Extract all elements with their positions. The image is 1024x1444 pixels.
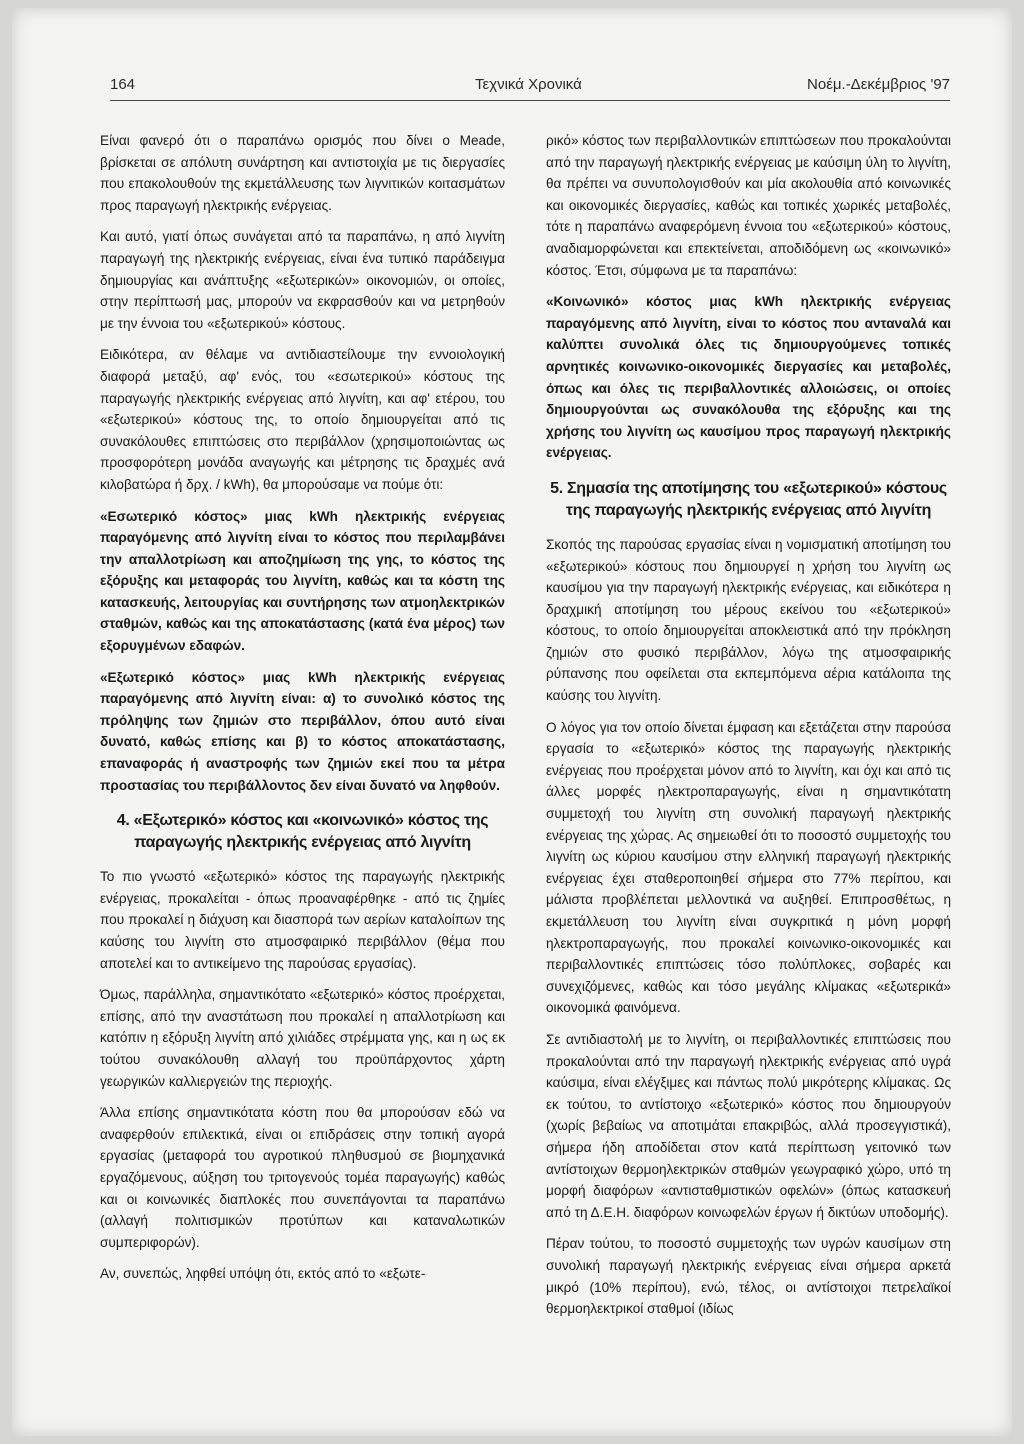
issue-date: Νοέμ.-Δεκέμβριος '97 xyxy=(807,76,950,93)
paragraph: Άλλα επίσης σημαντικότατα κόστη που θα μπορούσαν εδώ να αναφερθούν επιλεκτικά, είναι οι επιδράσεις στην τοπική αγορά εργασίας (μεταφορά του αγροτικού πληθυσμού σε βιομηχανικά εργαζόμενους, αύξηση του τριτογενούς τομέα παραγωγής) καθώς και οι κοινωνικές διαπλοκές που συνεπάγονται τα παραπάνω (αλλαγή πολιτισμικών προτύπων και καταναλωτικών συμπεριφορών). xyxy=(100,1105,505,1250)
paragraph: Το πιο γνωστό «εξωτερικό» κόστος της παραγωγής ηλεκτρικής ενέργειας, προκαλείται - όπως προαναφέρθηκε - από τις ζημίες που προκαλεί η διάχυση και διασπορά των αερίων καταλοίπων της καύσης του λιγνίτη στο ατμοσφαιρικό περιβάλλον (θέμα που αποτελεί και το αντικείμενο της παρούσας εργασίας). xyxy=(100,869,505,971)
paragraph: Αν, συνεπώς, ληφθεί υπόψη ότι, εκτός από το «εξωτε- xyxy=(100,1266,426,1282)
paragraph: Και αυτό, γιατί όπως συνάγεται από τα παραπάνω, η από λιγνίτη παραγωγή της ηλεκτρικής ενέργειας, είναι ένα τυπικό παράδειγμα δημιουργίας και ανάπτυξης «εξωτερικών» οικονομιών, οι οποίες, στην περίπτωσή μας, μπορούν να εκφρασθούν και να μετρηθούν με την έννοια του «εξωτερικού» κόστους. xyxy=(100,229,505,331)
definition-internal-cost: «Εσωτερικό κόστος» μιας kWh ηλεκτρικής ενέργειας παραγόμενης από λιγνίτη είναι το κόστος που περιλαμβάνει την απαλλοτρίωση και αποζημίωση της γης, το κόστος της εξόρυξης και μεταφοράς του λιγνίτη, καθώς και τα κόστη της κατασκευής, λειτουργίας και συντήρησης των ατμοηλεκτρικών σταθμών, καθώς και της αποκατάστασης (κατά ένα μέρος) των εξορυγμένων εδαφών. xyxy=(100,508,505,654)
header-rule xyxy=(110,100,950,101)
paragraph: Σκοπός της παρούσας εργασίας είναι η νομισματική αποτίμηση του «εξωτερικού» κόστους που δημιουργεί η χρήση του λιγνίτη ως καυσίμου για την παραγωγή ηλεκτρικής ενέργειας, και ειδικότερα η δραχμική αποτίμηση του μέρους εκείνου του «εξωτερικού» κόστους, το οποίο δημιουργείται αποκλειστικά από την πρόκληση ζημιών στο φυσικό περιβάλλον, λόγω της ατμοσφαιρικής ρύπανσης που οφείλεται στα εκπεμπόμενα αέρια κατάλοιπα της καύσης του λιγνίτη. xyxy=(546,536,951,704)
paragraph: Πέραν τούτου, το ποσοστό συμμετοχής των υγρών καυσίμων στη συνολική παραγωγή ηλεκτρικής ενέργειας είναι σήμερα αρκετά μικρό (10% περίπου), ενώ, τέλος, οι αντίστοιχοι πετρελαϊκοί θερμοηλεκτρικοί σταθμοί (ιδίως xyxy=(546,1236,951,1317)
definition-social-cost: «Κοινωνικό» κόστος μιας kWh ηλεκτρικής ενέργειας παραγόμενης από λιγνίτη, είναι το κόστος που ανταναλά και καλύπτει συνολικά όλες τις δημιουργούμενες τοπικές αρνητικές κοινωνικο-οικονομικές διεργασίες και μεταβολές, όπως και όλες τις περιβαλλοντικές αλλοιώσεις, οι οποίες δημιουργούνται ως συνακόλουθα της εξόρυξης και της χρήσης του λιγνίτη ως καυσίμου προς παραγωγή ηλεκτρικής ενέργειας. xyxy=(546,294,951,461)
page-header xyxy=(110,68,950,104)
page-number: 164 xyxy=(110,76,136,93)
paragraph: Σε αντιδιαστολή με το λιγνίτη, οι περιβαλλοντικές επιπτώσεις που προκαλούνται από την παραγωγή ηλεκτρικής ενέργειας από υγρά καύσιμα, είναι ελέγξιμες και πάντως πολύ μικρότερης κλίμακας. Ως εκ τούτου, το αντίστοιχο «εξωτερικό» κόστος που δημιουργούν (χωρίς βεβαίως να αποτιμάται επακριβώς, αλλά προσεγγιστικά), σήμερα ήδη αποδίδεται στον κατά περίπτωση γειτονικό των αντίστοιχων θερμοηλεκτρικών σταθμών γεωγραφικό χώρο, υπό τη μορφή διαφόρων «αντισταθμιστικών οφελών» (όπως κατασκευή από τη Δ.Ε.Η. διαφόρων κοινωφελών έργων ή δικτύων υποδομής). xyxy=(546,1031,951,1220)
section-heading-4: 4. «Εξωτερικό» κόστος και «κοινωνικό» κόστος της παραγωγής ηλεκτρικής ενέργειας από λιγνίτη xyxy=(116,812,489,852)
scanned-page xyxy=(12,8,1012,1436)
paragraph: ρικό» κόστος των περιβαλλοντικών επιπτώσεων που προκαλούνται από την παραγωγή ηλεκτρικής ενέργειας με καύσιμη ύλη το λιγνίτη, θα πρέπει να συνυπολογισθούν και μία ακολουθία από κοινωνικές και οικονομικές διεργασίες, καθώς και τοπικές χωρικές μεταβολές, τότε η παραπάνω αναφερόμενη έννοια του «εξωτερικού» κόστους, αναδιαμορφώνεται και επεκτείνεται, αποδιδόμενη ως «κοινωνικό» κόστος. Έτσι, σύμφωνα με τα παραπάνω: xyxy=(546,133,951,278)
right-column xyxy=(546,130,951,1320)
paragraph: Ειδικότερα, αν θέλαμε να αντιδιαστείλουμε την εννοιολογική διαφορά μεταξύ, αφ' ενός, του «εσωτερικού» κόστους της παραγωγής ηλεκτρικής ενέργειας από λιγνίτη, και αφ' ετέρου, του «εξωτερικού» κόστους της, το οποίο δημιουργείται από τις συνακόλουθες επιπτώσεις στο περιβάλλον (χρησιμοποιώντας ως προσφορότερη μονάδα αναγωγής και μέτρησης τις δραχμές ανά κιλοβατώρα ή δρχ. / kWh), θα μπορούσαμε να πούμε ότι: xyxy=(100,347,505,492)
paragraph: Όμως, παράλληλα, σημαντικότατο «εξωτερικό» κόστος προέρχεται, επίσης, από την αναστάτωση που προκαλεί η απαλλοτρίωση και κατόπιν η εξόρυξη λιγνίτη από χιλιάδες στρέμματα γης, και η ως εκ τούτου συνακόλουθη αλλαγή του προϋπάρχοντος χάρτη γεωργικών καλλιεργειών της περιοχής. xyxy=(100,987,505,1089)
left-column xyxy=(100,130,505,1285)
section-heading-5: 5. Σημασία της αποτίμησης του «εξωτερικού» κόστους της παραγωγής ηλεκτρικής ενέργειας από λιγνίτη xyxy=(550,479,947,519)
paragraph: Είναι φανερό ότι ο παραπάνω ορισμός που δίνει ο Meade, βρίσκεται σε απόλυτη συνάρτηση και αντιστοιχία με τις διεργασίες που επακολουθούν της εκμετάλλευσης των λιγνιτικών κοιτασμάτων προς παραγωγή ηλεκτρικής ενέργειας. xyxy=(100,133,505,213)
paragraph: Ο λόγος για τον οποίο δίνεται έμφαση και εξετάζεται στην παρούσα εργασία το «εξωτερικό» κόστος της παραγωγής ηλεκτρικής ενέργειας που προέρχεται μόνον από το λιγνίτη, και όχι και από τις άλλες μορφές ηλεκτροπαραγωγής, είναι η σημαντικότατη συμμετοχή του λιγνίτη στη συνολική παραγωγή ηλεκτρικής ενέργειας της χώρας. Ας σημειωθεί ότι το ποσοστό συμμετοχής του λιγνίτη ως κύριου καυσίμου στην ελληνική παραγωγή ηλεκτρικής ενέργειας έχει σταθεροποιηθεί σήμερα στο 77% περίπου, και μάλιστα προβλέπεται μελλοντικά να αυξηθεί. Επιπροσθέτως, η εκμετάλλευση του λιγνίτη είναι συγκριτικά η μόνη μορφή ηλεκτροπαραγωγής, που προκαλεί κοινωνικο-οικονομικές και περιβαλλοντικές επιπτώσεις τόσο πολύπλοκες, σοβαρές και συνεχιζόμενες, καθώς και τόσο μεγάλης κλίμακας «εξωτερικά» οικονομικά φαινόμενα. xyxy=(546,719,951,1016)
journal-title: Τεχνικά Χρονικά xyxy=(475,76,582,93)
definition-external-cost: «Εξωτερικό κόστος» μιας kWh ηλεκτρικής ενέργειας παραγόμενης από λιγνίτη είναι: α) το συνολικό κόστος της πρόληψης των ζημιών στο περιβάλλον, όπου αυτό είναι δυνατό, καθώς επίσης και β) το κόστος αποκατάστασης, επαναφοράς ή αναστροφής των ζημιών εκεί που τα μέτρα προστασίας του περιβάλλοντος δεν είναι δυνατό να ληφθούν. xyxy=(100,669,505,793)
